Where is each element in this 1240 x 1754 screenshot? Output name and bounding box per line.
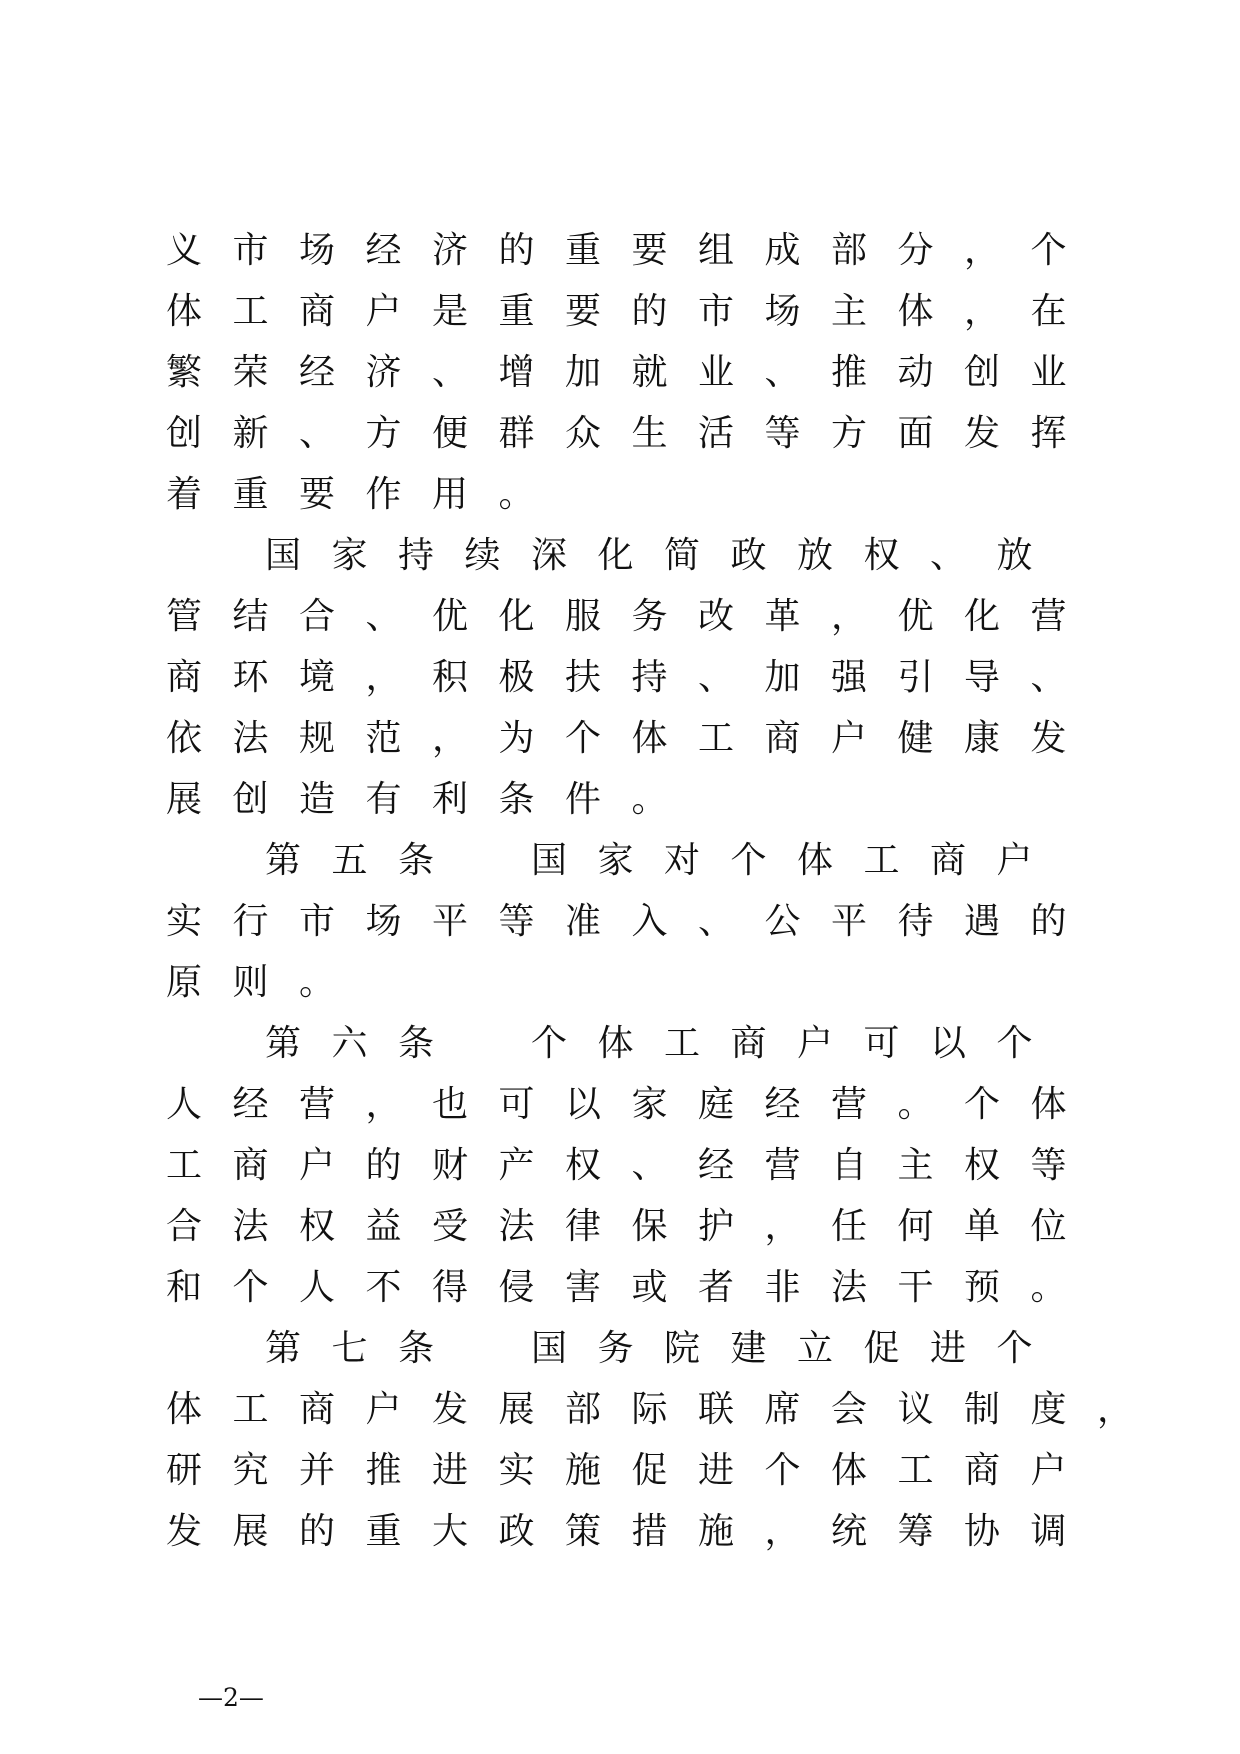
text-line: 人经营，也可以家庭经营。个体 (166, 1084, 1098, 1125)
text-line: 实行市场平等准入、公平待遇的 (166, 901, 1098, 942)
page-number: —2— (198, 1683, 264, 1712)
text-line: 着重要作用。 (166, 474, 566, 515)
text-line: 管结合、优化服务改革，优化营 (166, 596, 1098, 637)
text-line: 义市场经济的重要组成部分，个 (166, 230, 1098, 271)
text-line: 展创造有利条件。 (166, 779, 699, 820)
text-line: 研究并推进实施促进个体工商户 (166, 1450, 1098, 1491)
article-6-heading-line: 第六条 个体工商户可以个 (265, 1023, 1064, 1064)
text-line: 发展的重大政策措施，统筹协调 (166, 1511, 1098, 1552)
text-line: 原则。 (166, 962, 366, 1003)
article-7-heading-line: 第七条 国务院建立促进个 (265, 1328, 1064, 1369)
text-line: 商环境，积极扶持、加强引导、 (166, 657, 1098, 698)
text-line: 和个人不得侵害或者非法干预。 (166, 1267, 1098, 1308)
text-line: 繁荣经济、增加就业、推动创业 (166, 352, 1098, 393)
text-line: 体工商户是重要的市场主体，在 (166, 291, 1098, 332)
text-line: 合法权益受法律保护，任何单位 (166, 1206, 1098, 1247)
paragraph-first-line: 国家持续深化简政放权、放 (265, 535, 1064, 576)
text-line: 工商户的财产权、经营自主权等 (166, 1145, 1098, 1186)
text-line: 体工商户发展部际联席会议制度， (166, 1389, 1164, 1430)
text-line: 依法规范，为个体工商户健康发 (166, 718, 1098, 759)
regulation-body-text (166, 220, 1164, 1562)
article-5-heading-line: 第五条 国家对个体工商户 (265, 840, 1064, 881)
text-line: 创新、方便群众生活等方面发挥 (166, 413, 1098, 454)
